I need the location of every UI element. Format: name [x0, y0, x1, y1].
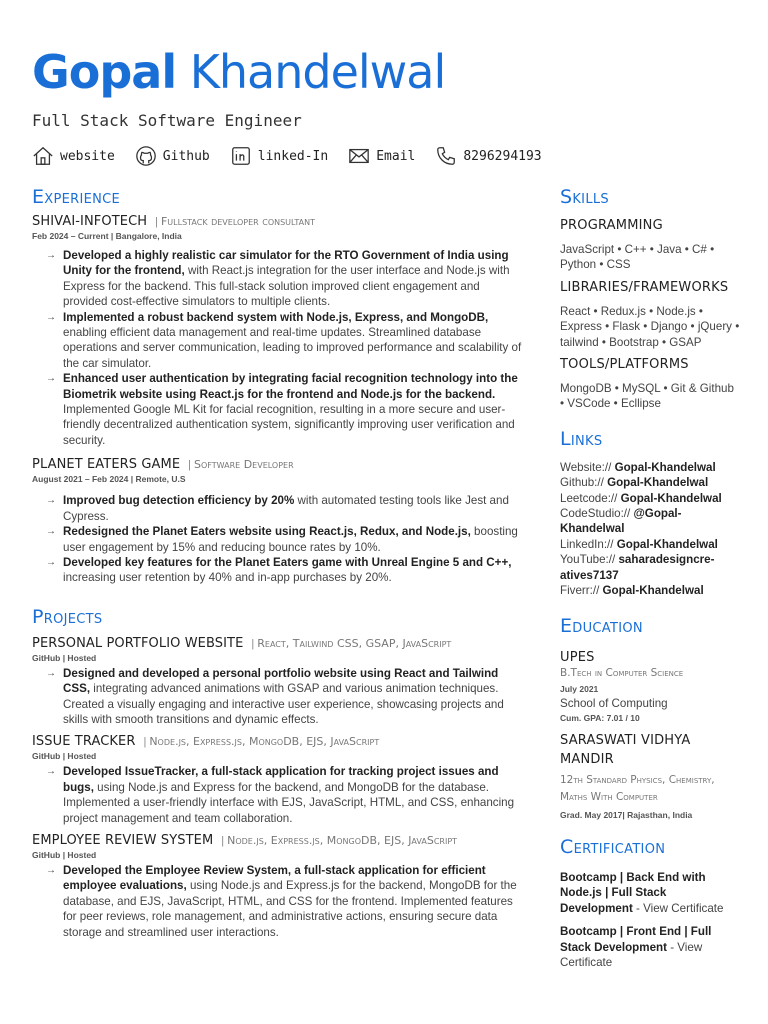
education-heading: Education — [560, 614, 643, 637]
bullet-item: → Improved bug detection efficiency by 20% with automated testing tools like Jest and Cypress. — [46, 493, 522, 524]
contact-bar — [32, 144, 562, 168]
education-entry — [560, 650, 740, 723]
company-name: SHIVAI-INFOTECH — [32, 214, 148, 229]
experience-heading: Experience — [32, 186, 121, 208]
degree: B.Tech in Computer Science — [560, 666, 684, 679]
project-entry: ISSUE TRACKER | Node.js, Express.js, MongoDB, EJS, JavaScript GitHub | Hosted → Developed IssueTracker, a full-stack application for tracking project issues and bugs, using Node.js and Express for the backend, and MongoDB for the database. Implemented a user-friendly interface with EJS, JavaScript, HTML, and CSS, enhancing project management and team collaboration. — [32, 734, 522, 826]
candidate-name — [32, 42, 445, 102]
degree: 12th Standard Physics, Chemistry, Maths With Computer — [560, 773, 715, 803]
skill-group-items: React • Redux.js • Node.js • Express • Flask • Django • jQuery • tailwind • Bootstrap • GSAP — [560, 304, 740, 349]
bullet-item: → Enhanced user authentication by integrating facial recognition technology into the Biometrik website using React.js for the frontend and Node.js for the backend. Implemented Google ML Kit for facial recognition, resulting in a more secure and user-friendly decentralized authentication system, significantly improving user verification and security. — [46, 371, 522, 448]
skill-group-items: JavaScript • C++ • Java • C# • Python • CSS — [560, 243, 715, 272]
link-youtube[interactable]: YouTube:// saharadesigncre-atives7137 — [560, 553, 715, 582]
email-link[interactable]: Email — [348, 145, 415, 167]
bullet-item: → Developed the Employee Review System, a full-stack application for efficient employee evaluations, using Node.js and Express.js for the backend, MongoDB for the database, and EJS, JavaScript, HTML, and CSS for the frontend. Implemented features for peer reviews, role management, and administrative actions, ensuring secure data storage and streamlined user interactions. — [46, 863, 522, 940]
link-github[interactable]: Github:// Gopal-Khandelwal — [560, 476, 709, 490]
experience-entry: PLANET EATERS GAME | Software Developer August 2021 – Feb 2024 | Remote, U.S → Improved bug detection efficiency by 20% with automated testing tools like Jest and Cypress. → Redesigned the Planet Eaters website using React.js, Redux, and Node.js, boosting user engagement by 15% and reducing bounce rates by 10%. → Developed key features for the Planet Eaters game with Unreal Engine 5 and C++, increasing user retention by 40% and in-app purchases by 20%. — [32, 457, 522, 585]
github-icon — [135, 145, 157, 167]
company-name: PLANET EATERS GAME — [32, 457, 181, 473]
projects-heading: Projects — [32, 605, 103, 628]
entry-meta: Feb 2024 – Current | Bangalore, India — [32, 231, 182, 241]
position-title: Fullstack developer consultant — [160, 215, 315, 228]
project-tech: Node.js, Express.js, MongoDB, EJS, JavaScript — [149, 735, 380, 749]
bullet-item: → Developed a highly realistic car simulator for the RTO Government of India using Unity for the frontend, with React.js integration for the user interface and Node.js with Express for the backend. This full-stack solution improved client engagement and provided cost-effective simulators to multiple clients. — [46, 248, 522, 310]
link-codestudio[interactable]: CodeStudio:// @Gopal-Khandelwal — [560, 507, 682, 536]
first-name: Gopal — [32, 45, 177, 99]
certification-heading: Certification — [560, 835, 666, 858]
phone-link[interactable]: 8296294193 — [435, 145, 541, 167]
project-links[interactable]: GitHub | Hosted — [32, 751, 97, 762]
skill-group-title: LIBRARIES/FRAMEWORKS — [560, 279, 729, 295]
website-link[interactable]: website — [32, 145, 115, 167]
position-title: Software Developer — [194, 458, 294, 472]
github-link[interactable]: Github — [135, 145, 210, 167]
bullet-item: → Redesigned the Planet Eaters website using React.js, Redux, and Node.js, boosting user engagement by 15% and reducing bounce rates by 10%. — [46, 524, 522, 555]
links-heading: Links — [560, 427, 603, 450]
project-tech: Node.js, Express.js, MongoDB, EJS, JavaScript — [227, 833, 458, 847]
project-tech: React, Tailwind CSS, GSAP, JavaScript — [257, 636, 452, 650]
bullet-item: → Developed key features for the Planet Eaters game with Unreal Engine 5 and C++, increasing user retention by 40% and in-app purchases by 20%. — [46, 555, 522, 586]
project-entry: EMPLOYEE REVIEW SYSTEM | Node.js, Express.js, MongoDB, EJS, JavaScript GitHub | Hosted → Developed the Employee Review System, a full-stack application for efficient employee evaluations, using Node.js and Express.js for the backend, MongoDB for the database, and EJS, JavaScript, HTML, and CSS for the frontend. Implemented features for peer reviews, role management, and administrative actions, ensuring secure data storage and streamlined user interactions. — [32, 833, 522, 940]
bullet-item: → Implemented a robust backend system with Node.js, Express, and MongoDB, enabling efficient data management and real-time updates. Streamlined database operations and server communication, leading to improved performance and scalability of the car simulator. — [46, 310, 522, 372]
linkedin-icon — [230, 145, 252, 167]
certificate-item[interactable]: Bootcamp | Front End | Full Stack Development - View Certificate — [560, 925, 712, 969]
link-leetcode[interactable]: Leetcode:// Gopal-Khandelwal — [560, 491, 722, 505]
project-name: ISSUE TRACKER — [32, 734, 136, 750]
education-extra: School of Computing — [560, 696, 668, 710]
school-name: UPES — [560, 649, 595, 665]
skills-heading: Skills — [560, 186, 609, 208]
project-links[interactable]: GitHub | Hosted — [32, 849, 97, 860]
side-column — [560, 184, 740, 970]
bullet-item: → Designed and developed a personal portfolio website using React and Tailwind CSS, integrating advanced animations with GSAP and various animation techniques. Created a visually engaging and interactive user experience, showcasing projects and skills with smooth transitions and dynamic effects. — [46, 666, 522, 728]
project-links[interactable]: GitHub | Hosted — [32, 652, 97, 663]
education-meta: Grad. May 2017| Rajasthan, India — [560, 809, 693, 820]
education-date: July 2021 — [560, 683, 599, 694]
skill-group-items: MongoDB • MySQL • Git & Github • VSCode • Ecllipse — [560, 382, 734, 411]
school-name: SARASWATI VIDHYA MANDIR — [560, 732, 691, 767]
phone-icon — [435, 145, 457, 167]
project-name: PERSONAL PORTFOLIO WEBSITE — [32, 635, 244, 651]
education-entry — [560, 731, 740, 820]
project-entry: PERSONAL PORTFOLIO WEBSITE | React, Tailwind CSS, GSAP, JavaScript GitHub | Hosted → Designed and developed a personal portfolio website using React and Tailwind CSS, integrating advanced animations with GSAP and various animation techniques. Created a visually engaging and interactive user experience, showcasing projects and skills with smooth transitions and dynamic effects. — [32, 636, 522, 728]
certificate-item[interactable]: Bootcamp | Back End with Node.js | Full Stack Development - View Certificate — [560, 870, 724, 915]
home-icon — [32, 145, 54, 167]
mail-icon — [348, 145, 370, 167]
entry-meta: August 2021 – Feb 2024 | Remote, U.S — [32, 474, 186, 485]
job-title: Full Stack Software Engineer — [32, 111, 302, 130]
link-website[interactable]: Website:// Gopal-Khandelwal — [560, 460, 716, 474]
bullet-item: → Developed IssueTracker, a full-stack application for tracking project issues and bugs, using Node.js and Express for the backend, and MongoDB for the database. Implemented a user-friendly interface with EJS, JavaScript, HTML, and CSS, enhancing project management and team collaboration. — [46, 764, 522, 826]
project-name: EMPLOYEE REVIEW SYSTEM — [32, 832, 214, 848]
skill-group-title: TOOLS/PLATFORMS — [560, 357, 689, 373]
main-column — [32, 184, 522, 940]
last-name: Khandelwal — [189, 45, 446, 99]
linkedin-link[interactable]: linked-In — [230, 145, 328, 167]
link-linkedin[interactable]: LinkedIn:// Gopal-Khandelwal — [560, 537, 718, 551]
experience-entry: SHIVAI-INFOTECH | Fullstack developer consultant Feb 2024 – Current | Bangalore, India → Developed a highly realistic car simulator for the RTO Government of India using Unity for the frontend, with React.js integration for the user interface and Node.js with Express for the backend. This full-stack solution improved client engagement and provided cost-effective simulators to multiple clients. → Implemented a robust backend system with Node.js, Express, and MongoDB, enabling efficient data management and real-time updates. Streamlined database operations and server communication, leading to improved performance and scalability of the car simulator. → Enhanced user authentication by integrating facial recognition technology into the Biometrik website using React.js for the frontend and Node.js for the backend. Implemented Google ML Kit for facial recognition, resulting in a more secure and user-friendly decentralized authentication system, significantly improving user verification and security. — [32, 214, 522, 448]
education-gpa: Cum. GPA: 7.01 / 10 — [560, 712, 640, 723]
link-fiverr[interactable]: Fiverr:// Gopal-Khandelwal — [560, 584, 704, 598]
links-list — [560, 460, 740, 599]
skill-group-title: PROGRAMMING — [560, 218, 663, 233]
